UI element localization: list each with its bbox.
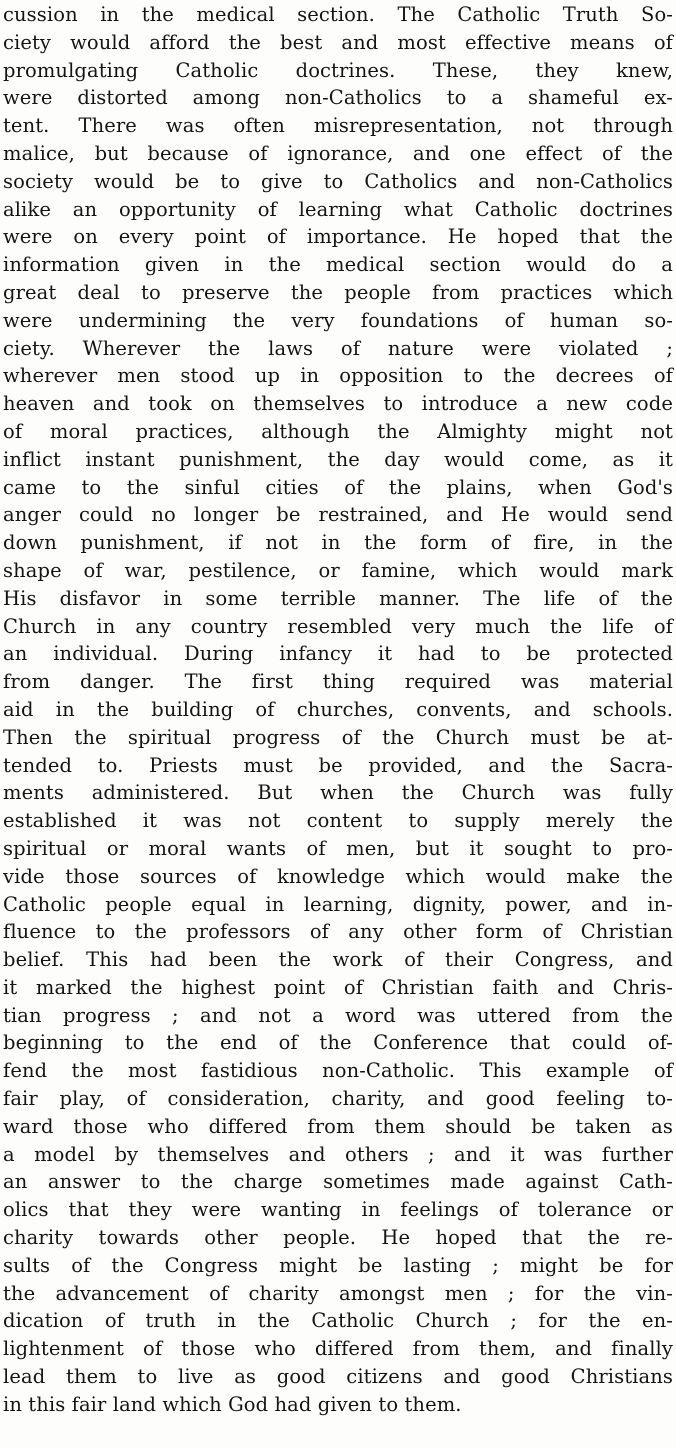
article-text-line: Church in any country resembled very much the life of: [3, 614, 673, 638]
article-text-line: beginning to the end of the Conference that could of-: [3, 1031, 673, 1055]
article-text-line: promulgating Catholic doctrines. These, they knew,: [3, 58, 673, 82]
article-text-line: lead them to live as good citizens and good Christians: [3, 1365, 673, 1389]
article-text-line: aid in the building of churches, convents, and schools.: [3, 697, 673, 721]
article-text-line: an answer to the charge sometimes made against Cath-: [3, 1170, 673, 1194]
article-text-line: a model by themselves and others ; and it was further: [3, 1142, 673, 1166]
article-text-line: lightenment of those who differed from them, and finally: [3, 1337, 673, 1361]
article-text-line: olics that they were wanting in feelings of tolerance or: [3, 1198, 673, 1222]
article-text-line: Catholic people equal in learning, dignity, power, and in-: [3, 892, 673, 916]
article-text-line: fend the most fastidious non-Catholic. This example of: [3, 1059, 673, 1083]
article-text-line: Then the spiritual progress of the Church must be at-: [3, 725, 673, 749]
article-text-line: alike an opportunity of learning what Catholic doctrines: [3, 197, 673, 221]
article-text-line: cussion in the medical section. The Catholic Truth So-: [3, 3, 673, 26]
article-text-line: it marked the highest point of Christian faith and Chris-: [3, 975, 673, 999]
article-text-line: were distorted among non-Catholics to a shameful ex-: [3, 86, 673, 110]
article-text-line: dication of truth in the Catholic Church ; for the en-: [3, 1309, 673, 1333]
article-text-line: vide those sources of knowledge which would make the: [3, 864, 673, 888]
article-text-line: wherever men stood up in opposition to the decrees of: [3, 364, 673, 388]
article-text-line: in this fair land which God had given to them.: [3, 1392, 462, 1416]
article-text-line: spiritual or moral wants of men, but it sought to pro-: [3, 836, 673, 860]
article-text-line: malice, but because of ignorance, and one effect of the: [3, 141, 673, 165]
article-text-line: society would be to give to Catholics and non-Catholics: [3, 169, 673, 193]
article-text-line: fluence to the professors of any other form of Christian: [3, 920, 673, 944]
article-text-line: fair play, of consideration, charity, and good feeling to-: [3, 1087, 673, 1111]
article-text-line: belief. This had been the work of their Congress, and: [3, 948, 673, 972]
article-column: [3, 1, 673, 1419]
article-text-line: information given in the medical section would do a: [3, 253, 673, 277]
article-text-line: tian progress ; and not a word was uttered from the: [3, 1003, 673, 1027]
article-text-line: tent. There was often misrepresentation, not through: [3, 114, 673, 138]
article-text-line: an individual. During infancy it had to be protected: [3, 642, 673, 666]
article-text-line: the advancement of charity amongst men ; for the vin-: [3, 1281, 673, 1305]
article-text-line: anger could no longer be restrained, and He would send: [3, 503, 673, 527]
article-text-line: ments administered. But when the Church was fully: [3, 781, 673, 805]
article-text-line: inflict instant punishment, the day would come, as it: [3, 447, 673, 471]
article-text-line: heaven and took on themselves to introduce a new code: [3, 392, 673, 416]
article-text-line: charity towards other people. He hoped that the re-: [3, 1226, 673, 1250]
article-text-line: tended to. Priests must be provided, and the Sacra-: [3, 753, 673, 777]
article-text-line: from danger. The first thing required was material: [3, 670, 673, 694]
article-text-line: shape of war, pestilence, or famine, which would mark: [3, 558, 673, 582]
article-text-line: sults of the Congress might be lasting ; might be for: [3, 1253, 673, 1277]
article-text-line: great deal to preserve the people from practices which: [3, 280, 673, 304]
article-text-line: came to the sinful cities of the plains, when God's: [3, 475, 673, 499]
article-text-line: of moral practices, although the Almighty might not: [3, 419, 673, 443]
article-text-line: ciety. Wherever the laws of nature were violated ;: [3, 336, 673, 360]
article-text-line: down punishment, if not in the form of fire, in the: [3, 531, 673, 555]
article-text-line: established it was not content to supply merely the: [3, 809, 673, 833]
article-text-line: were on every point of importance. He hoped that the: [3, 225, 673, 249]
article-text-line: His disfavor in some terrible manner. The life of the: [3, 586, 673, 610]
article-text-line: ward those who differed from them should be taken as: [3, 1114, 673, 1138]
article-text-line: ciety would afford the best and most effective means of: [3, 30, 673, 54]
article-text-line: were undermining the very foundations of human so-: [3, 308, 673, 332]
